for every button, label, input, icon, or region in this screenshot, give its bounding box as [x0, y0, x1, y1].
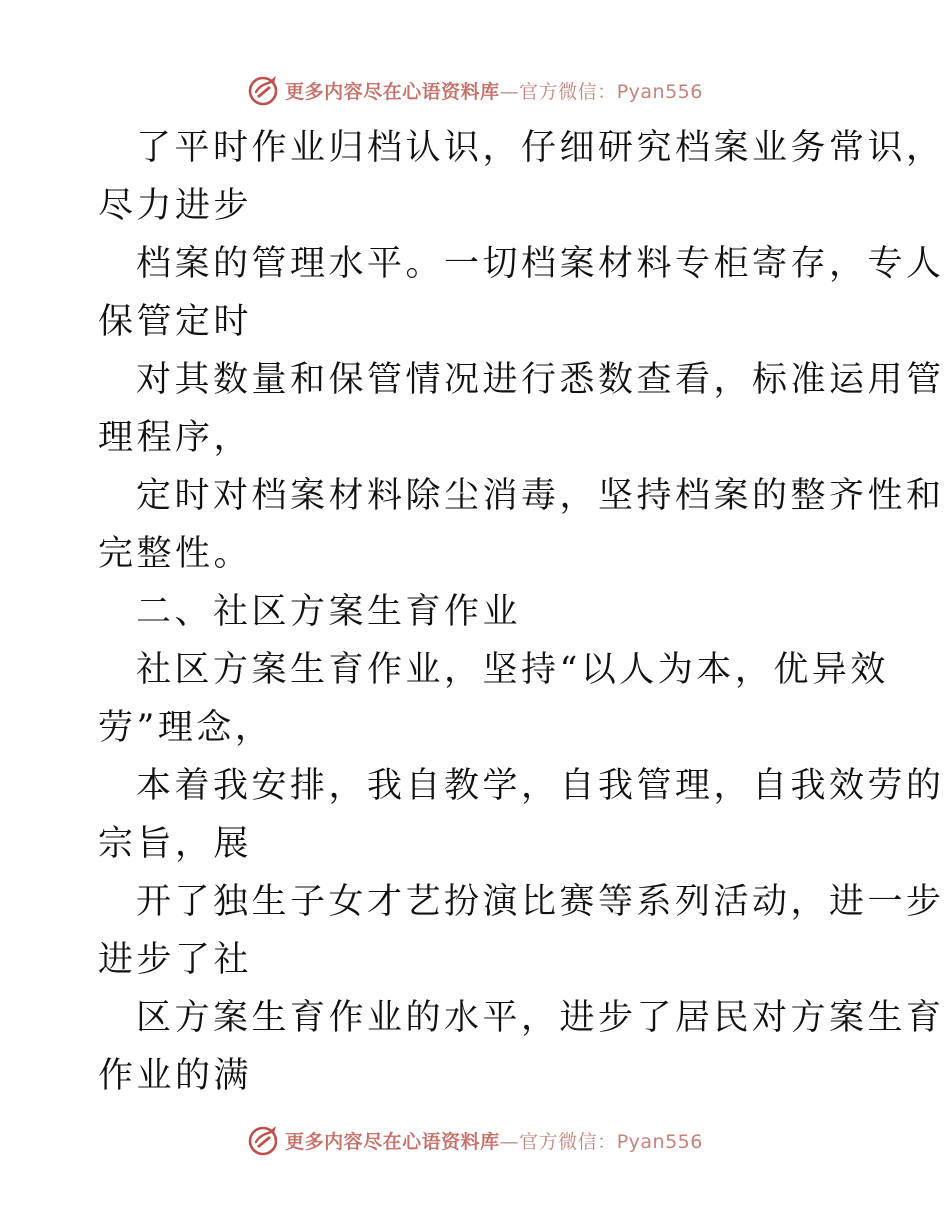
text-line: 区方案生育作业的水平，进步了居民对方案生育	[136, 998, 945, 1038]
text-line: 进步了社	[98, 940, 253, 980]
watermark-brand: 更多内容尽在心语资料库	[285, 1130, 500, 1153]
watermark-text	[285, 77, 703, 104]
text-line: 保管定时	[98, 302, 253, 342]
logo-icon	[247, 1124, 279, 1156]
text-line: 理程序，	[98, 418, 253, 458]
text-line: 劳”理念，	[98, 708, 274, 748]
watermark-separator: —	[499, 80, 520, 103]
text-line: 开了独生子女才艺扮演比赛等系列活动，进一步	[136, 882, 945, 922]
text-line: 尽力进步	[98, 186, 253, 226]
watermark-wechat-label: 官方微信：	[519, 1130, 617, 1153]
text-line: 完整性。	[98, 534, 253, 574]
watermark-separator: —	[499, 1130, 520, 1153]
logo-icon	[247, 74, 279, 106]
text-line: 对其数量和保管情况进行悉数查看，标准运用管	[136, 360, 945, 400]
text-line: 档案的管理水平。一切档案材料专柜寄存，专人	[136, 244, 945, 284]
text-line: 社区方案生育作业，坚持“以人为本，优异效	[136, 650, 889, 690]
watermark-wechat-id: Pyan556	[616, 80, 703, 103]
watermark-wechat-id: Pyan556	[616, 1130, 703, 1153]
text-line: 本着我安排，我自教学，自我管理，自我效劳的	[136, 766, 945, 806]
text-line: 作业的满	[98, 1056, 253, 1096]
text-line: 宗旨，展	[98, 824, 253, 864]
header-watermark	[0, 72, 950, 108]
text-line: 了平时作业归档认识，仔细研究档案业务常识，	[136, 128, 945, 168]
watermark-text	[285, 1127, 703, 1154]
section-heading: 二、社区方案生育作业	[136, 592, 522, 632]
document-body	[98, 119, 945, 1105]
text-line: 定时对档案材料除尘消毒，坚持档案的整齐性和	[136, 476, 945, 516]
watermark-wechat-label: 官方微信：	[519, 80, 617, 103]
footer-watermark	[0, 1122, 950, 1158]
watermark-brand: 更多内容尽在心语资料库	[285, 80, 500, 103]
